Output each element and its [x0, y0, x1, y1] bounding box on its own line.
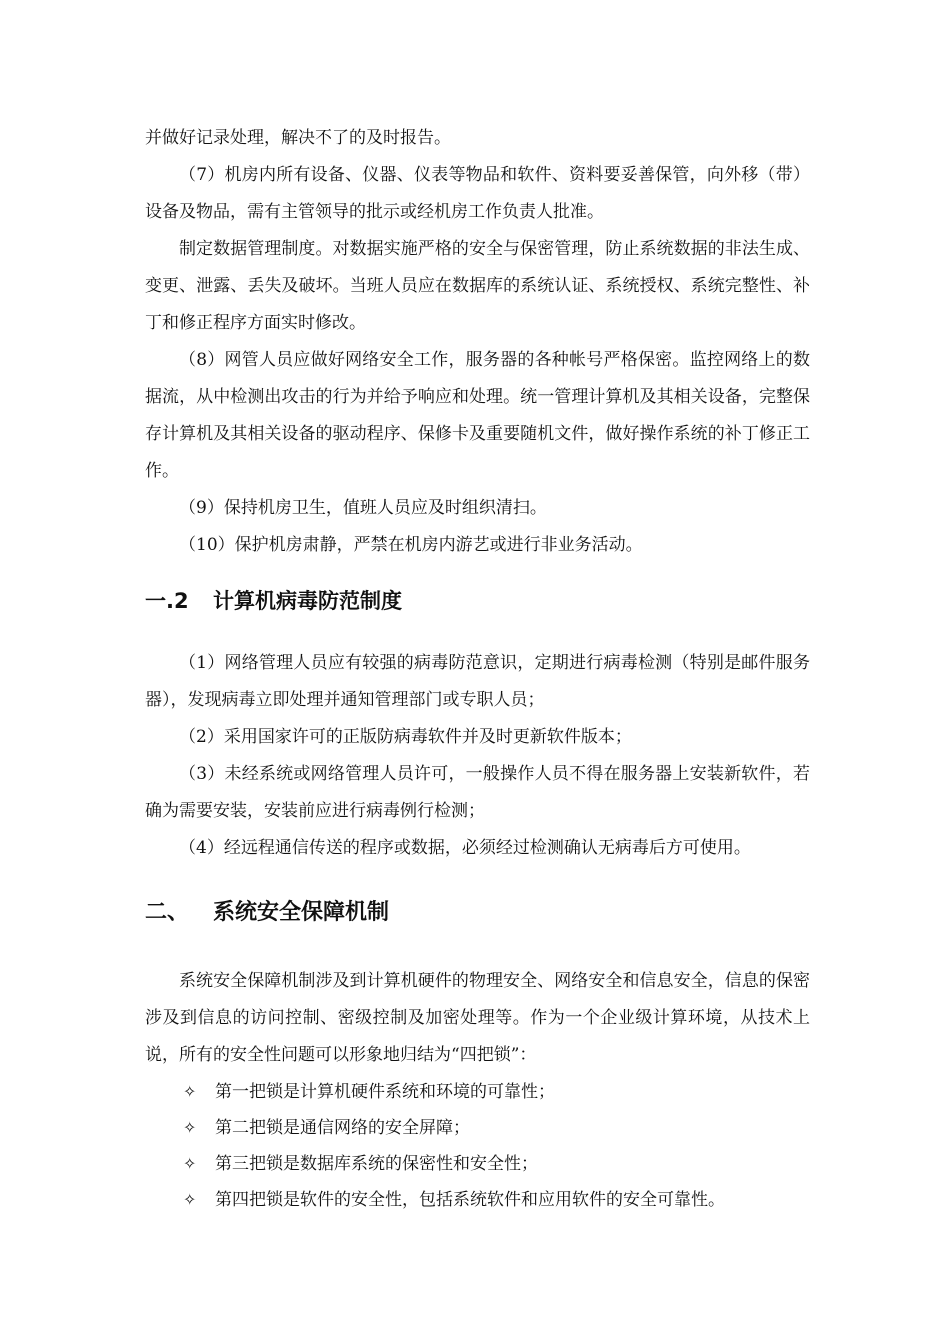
- paragraph-virus-4: （4）经远程通信传送的程序或数据，必须经过检测确认无病毒后方可使用。: [179, 838, 751, 858]
- section-heading-2: [145, 897, 810, 929]
- section-number: 一.2: [145, 589, 189, 613]
- paragraph-item-10: （10）保护机房肃静，严禁在机房内游艺或进行非业务活动。: [179, 535, 643, 555]
- paragraph-item-9: （9）保持机房卫生，值班人员应及时组织清扫。: [179, 498, 547, 518]
- section-title: 系统安全保障机制: [213, 900, 390, 925]
- list-item-text: 第四把锁是软件的安全性，包括系统软件和应用软件的安全可靠性。: [215, 1190, 725, 1210]
- list-item: [183, 1074, 823, 1110]
- list-item-text: 第二把锁是通信网络的安全屏障；: [215, 1118, 470, 1138]
- section-title: 计算机病毒防范制度: [213, 589, 402, 613]
- diamond-star-icon: ✧: [183, 1082, 197, 1101]
- paragraph-virus-2: （2）采用国家许可的正版防病毒软件并及时更新软件版本；: [179, 727, 632, 747]
- list-item: [183, 1110, 823, 1146]
- section-heading-1-2: [145, 586, 810, 616]
- paragraph-virus-1: （1）网络管理人员应有较强的病毒防范意识，定期进行病毒检测（特别是邮件服务器），发现病毒立即处理并通知管理部门或专职人员；: [145, 653, 810, 710]
- diamond-star-icon: ✧: [183, 1154, 197, 1173]
- paragraph-security-intro: 系统安全保障机制涉及到计算机硬件的物理安全、网络安全和信息安全，信息的保密涉及到信息的访问控制、密级控制及加密处理等。作为一个企业级计算环境，从技术上说，所有的安全性问题可以形象地归结为“四把锁”：: [145, 971, 810, 1065]
- list-item: [183, 1146, 823, 1182]
- paragraph-item-7: （7）机房内所有设备、仪器、仪表等物品和软件、资料要妥善保管，向外移（带）设备及物品，需有主管领导的批示或经机房工作负责人批准。: [145, 165, 810, 222]
- section-number: 二、: [145, 900, 190, 925]
- paragraph-virus-3: （3）未经系统或网络管理人员许可，一般操作人员不得在服务器上安装新软件，若确为需要安装，安装前应进行病毒例行检测；: [145, 764, 810, 821]
- paragraph-continuation: 并做好记录处理，解决不了的及时报告。: [145, 128, 451, 148]
- diamond-star-icon: ✧: [183, 1118, 197, 1137]
- four-locks-list: [183, 1074, 823, 1218]
- list-item-text: 第一把锁是计算机硬件系统和环境的可靠性；: [215, 1082, 555, 1102]
- paragraph-item-8: （8）网管人员应做好网络安全工作，服务器的各种帐号严格保密。监控网络上的数据流，从中检测出攻击的行为并给予响应和处理。统一管理计算机及其相关设备，完整保存计算机及其相关设备的驱动程序、保修卡及重要随机文件，做好操作系统的补丁修正工作。: [145, 350, 810, 481]
- diamond-star-icon: ✧: [183, 1190, 197, 1209]
- list-item: [183, 1182, 823, 1218]
- list-item-text: 第三把锁是数据库系统的保密性和安全性；: [215, 1154, 538, 1174]
- paragraph-data-management: 制定数据管理制度。对数据实施严格的安全与保密管理，防止系统数据的非法生成、变更、泄露、丢失及破坏。当班人员应在数据库的系统认证、系统授权、系统完整性、补丁和修正程序方面实时修改。: [145, 239, 810, 333]
